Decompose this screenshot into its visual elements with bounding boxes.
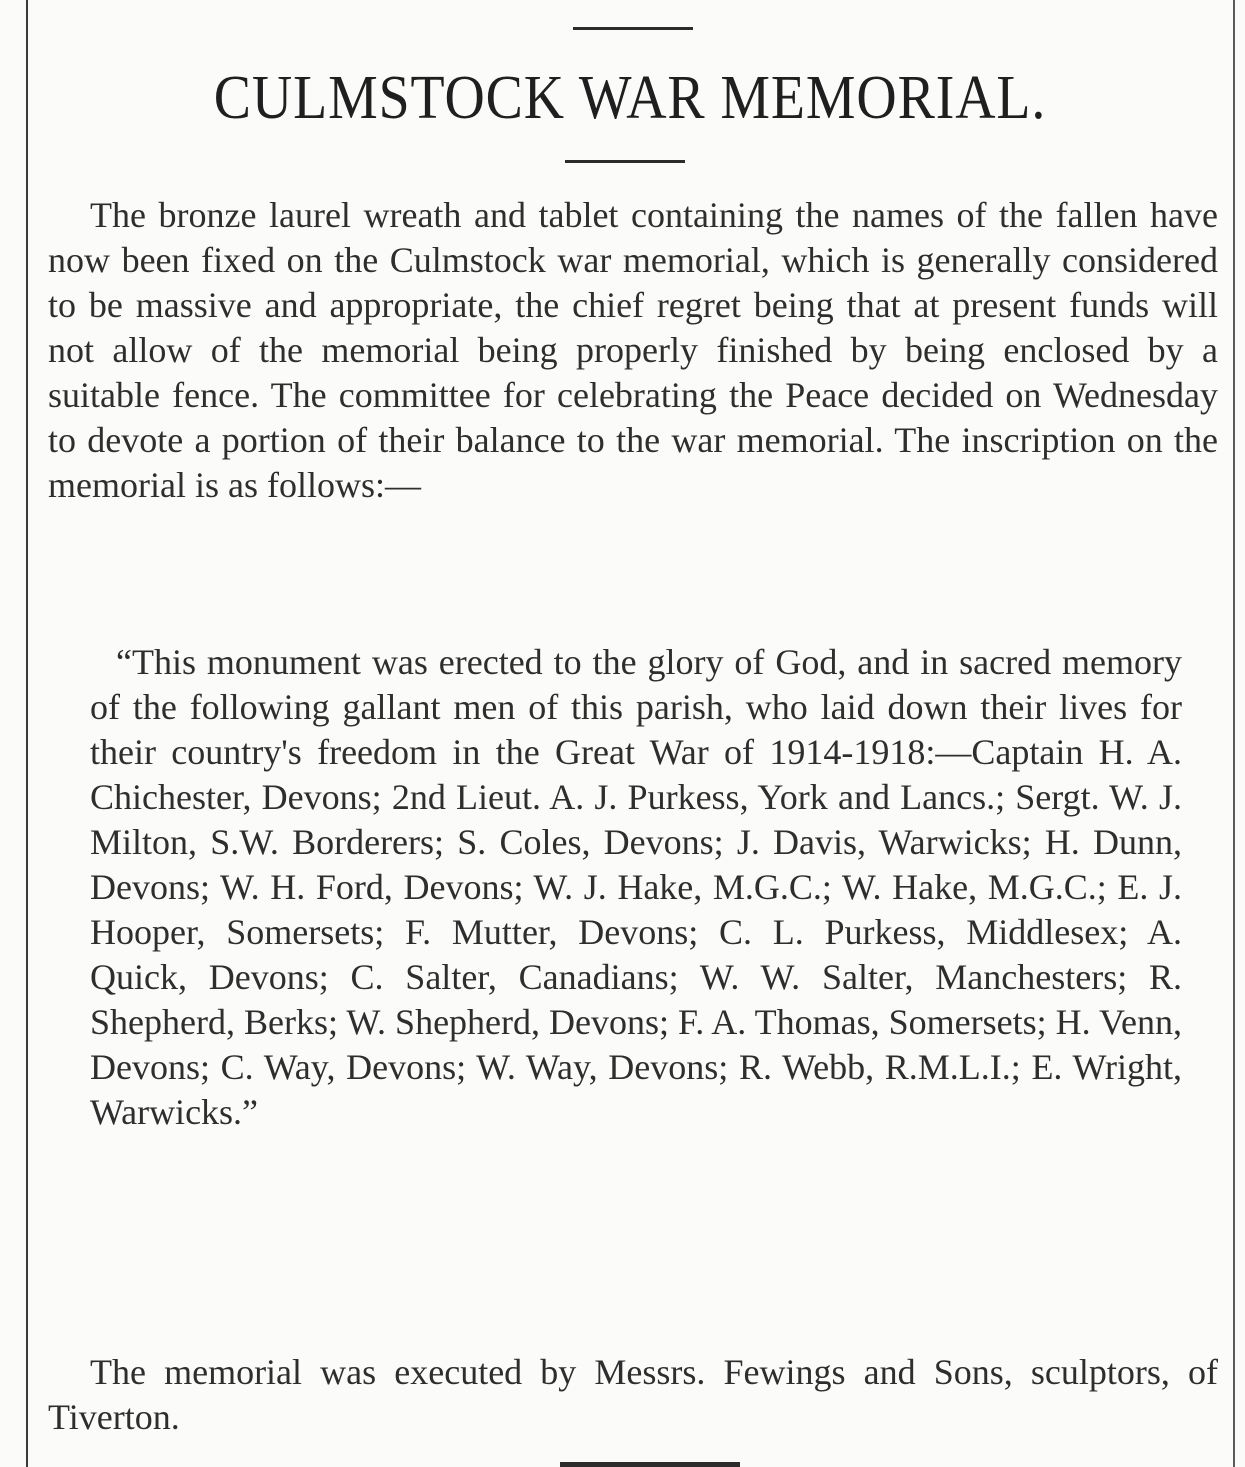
headline-divider-rule [565, 160, 685, 163]
closing-paragraph: The memorial was executed by Messrs. Fewings and Sons, sculptors, of Tiverton. [48, 1352, 1218, 1437]
column-rule-right [1233, 0, 1235, 1467]
inscription-paragraph: “This monument was erected to the glory of God, and in sacred memory of the following gallant men of this parish, who laid down their lives for their country's freedom in the Great War of 1914-1918:—Captain H. A. Chichester, Devons; 2nd Lieut. A. J. Purkess, York and Lancs.; Sergt. W. J. Milton, S.W. Borderers; S. Coles, Devons; J. Davis, Warwicks; H. Dunn, Devons; W. H. Ford, Devons; W. J. Hake, M.G.C.; W. Hake, M.G.C.; E. J. Hooper, Somersets; F. Mutter, Devons; C. L. Purkess, Middlesex; A. Quick, Devons; C. Salter, Canadians; W. W. Salter, Manchesters; R. Shepherd, Berks; W. Shepherd, Devons; F. A. Thomas, Somersets; H. Venn, Devons; C. Way, Devons; W. Way, Devons; R. Webb, R.M.L.I.; E. Wright, Warwicks.” [90, 642, 1182, 1132]
column-rule-left [26, 0, 28, 1467]
article-headline: CULMSTOCK WAR MEMORIAL. [213, 64, 1047, 132]
bottom-divider-rule [560, 1462, 740, 1467]
top-divider-rule [573, 27, 693, 30]
intro-paragraph: The bronze laurel wreath and tablet containing the names of the fallen have now been fixed on the Culmstock war memorial, which is generally considered to be massive and appropriate, the chief regret being that at present funds will not allow of the memorial being properly finished by being enclosed by a suitable fence. The committee for celebrating the Peace decided on Wednesday to devote a portion of their balance to the war memorial. The inscription on the memorial is as follows:— [48, 195, 1218, 505]
